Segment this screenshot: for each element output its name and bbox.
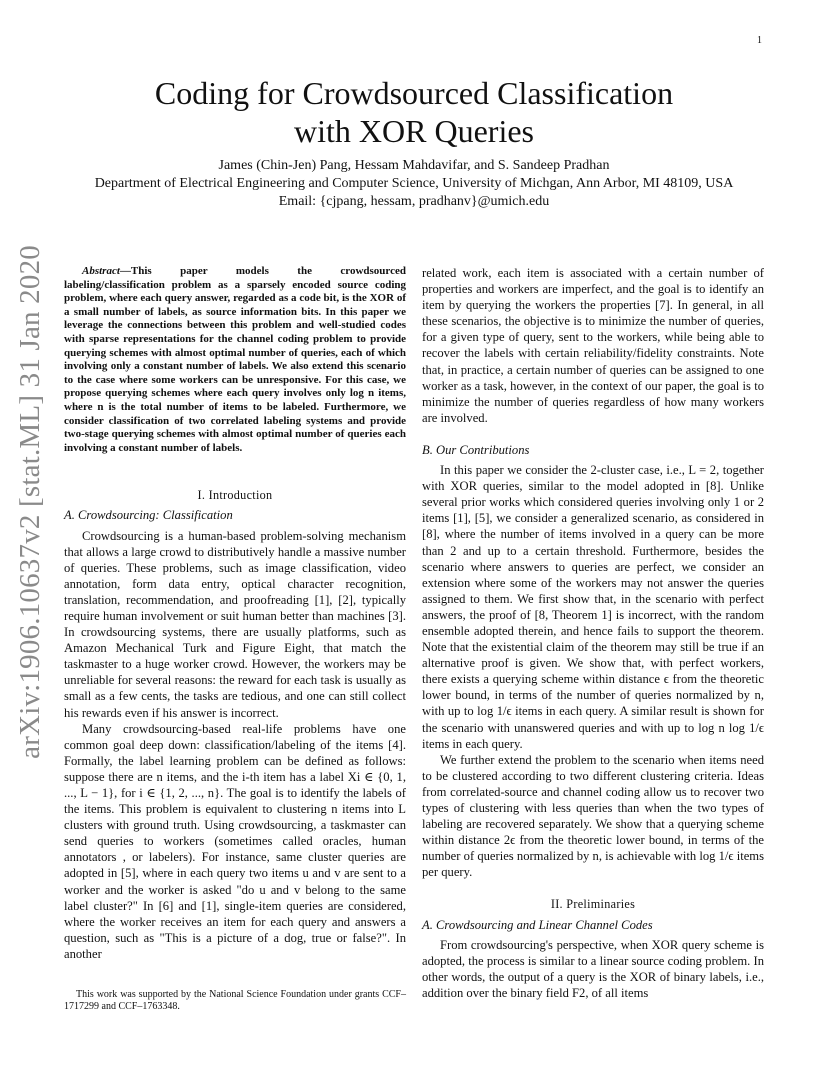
- section-1a-paragraph-1: Crowdsourcing is a human-based problem-solving mechanism that allows a large crowd to distributively handle a massive number of queries. These problems, such as image classification, video annotation, form data entry, optical character recognition, translation, recommendation, and proofreading [1], [2], typically require human involvement or suit human better than machines [3]. In crowdsourcing systems, there are usually platforms, such as Amazon Mechanical Turk and Figure Eight, that match the taskmaster to a huge worker crowd. However, the workers may be unreliable for several reasons: the reward for each task is usually as small as a few cents, the tasks are tedious, and one can still collect his rewards even if his answer is incorrect.: [64, 528, 406, 720]
- section-1b-paragraph-1: In this paper we consider the 2-cluster case, i.e., L = 2, together with XOR queries, similar to the model adopted in [8]. Unlike several prior works which considered queries involving only 1 or 2 items [1], [5], we consider a generalized scenario, as considered in [8], where the number of items involved in a query can be more than 2 and up to a certain threshold. Furthermore, besides the scenario where answers to queries are perfect, we consider an extension where some of the workers may not answer the queries assigned to them. We first show that, in the scenario with perfect answers, the proof of [8, Theorem 1] is incorrect, with the random ensemble adopted therein, and hence fails to support the theorem. Note that the existential claim of the theorem may still be true if an alternative proof is given. We show that, with perfect workers, there exists a querying scheme within distance ϵ from the theoretic lower bound, in terms of the number of queries normalized by n, with up to log 1/ϵ items in each query. A similar result is shown for the scenario with unanswered queries and with up to log n log 1/ϵ items in each query.: [422, 463, 764, 751]
- arxiv-stamp-text: arXiv:1906.10637v2 [stat.ML] 31 Jan 2020: [13, 245, 46, 759]
- title-line-2: with XOR Queries: [294, 113, 534, 149]
- abstract-label: Abstract: [82, 265, 120, 277]
- right-paragraph-continued: related work, each item is associated with a certain number of properties and workers are imperfect, and the goal is to identify an item by querying the workers the properties [7]. In general, in all these scenarios, the objective is to minimize the number of queries, for a given type of query, sent to the workers, while being able to recover the labels with certain reliability/fidelity constraints. Note that, in practice, a certain number of queries can be assigned to one worker as a task, however, in the context of our paper, the goal is to minimize the number of queries regardless of how many workers are involved.: [422, 266, 764, 425]
- footnote: This work was supported by the National Science Foundation under grants CCF–1717299 and CCF–1763348.: [64, 989, 406, 1013]
- title-line-1: Coding for Crowdsourced Classification: [154, 75, 674, 111]
- authors: James (Chin-Jen) Pang, Hessam Mahdavifar, and S. Sandeep Pradhan: [218, 158, 610, 173]
- author-block: [60, 157, 768, 211]
- page-number: 1: [757, 35, 762, 46]
- abstract: [64, 265, 406, 455]
- section-1b-paragraph-2: We further extend the problem to the scenario when items need to be clustered according to two different clustering criteria. Ideas from correlated-source and channel coding allow us to recover two types of clustering with less queries than when the two types of labeling are recovered separately. We show that a querying scheme within distance 2ϵ from the theoretic lower bound, in terms of the number of queries normalized by n, is achievable with log 1/ϵ items per query.: [422, 752, 764, 880]
- paper-title: [60, 74, 768, 150]
- section-1a-heading: A. Crowdsourcing: Classification: [64, 508, 233, 523]
- email: Email: {cjpang, hessam, pradhanv}@umich.edu: [278, 194, 550, 209]
- left-column: [64, 265, 406, 962]
- section-2a-paragraph-1: From crowdsourcing's perspective, when XOR query scheme is adopted, the process is similar to a linear source coding problem. In other words, the output of a query is the XOR of binary labels, i.e., addition over the binary field F2, of all items: [422, 937, 764, 1000]
- section-2-heading: II. Preliminaries: [550, 897, 636, 912]
- arxiv-stamp: [12, 245, 48, 759]
- section-1a-paragraph-2: Many crowdsourcing-based real-life problems have one common goal deep down: classification/labeling of the items [4]. Formally, the label learning problem can be defined as follows: suppose there are n items, and the i-th item has a label Xi ∈ {0, 1, ..., L − 1}, for i ∈ {1, 2, ..., n}. The goal is to identify the labels of the items. This problem is equivalent to clustering n items into L clusters with ground truth. Using crowdsourcing, a taskmaster can send queries to workers (sometimes called oracles, human annotators , or labelers). For instance, same cluster queries are adopted in [5], where in each query two items u and v are sent to a worker and the worker is asked "do u and v belong to the same label cluster?" In [6] and [1], single-item queries are considered, where the worker receives an item for each query and answers a question, such as "This is a picture of a dog, true or false?". In another: [64, 721, 406, 961]
- affiliation: Department of Electrical Engineering and Computer Science, University of Michgan, Ann Arbor, MI 48109, USA: [94, 176, 734, 191]
- abstract-text: —This paper models the crowdsourced labeling/classification problem as a sparsely encoded source coding problem, where each query answer, regarded as a code bit, is the XOR of a small number of labels, as source information bits. In this paper we leverage the connections between this problem and well-studied codes with sparse representations for the channel coding problem to provide querying schemes with almost optimal number of queries, each of which involving only a constant number of labels. We also extend this scenario to the case where some workers can be unresponsive. For this case, we propose querying schemes where each query involves only log n items, where n is the total number of items to be labeled. Furthermore, we consider classification of two correlated labeling systems and provide two-stage querying schemes with almost optimal number of queries each involving a constant number of labels.: [64, 265, 406, 454]
- right-column: [422, 265, 764, 1001]
- section-1b-heading: B. Our Contributions: [422, 442, 530, 457]
- section-2a-heading: A. Crowdsourcing and Linear Channel Codes: [422, 917, 653, 932]
- section-1-heading: I. Introduction: [197, 488, 273, 503]
